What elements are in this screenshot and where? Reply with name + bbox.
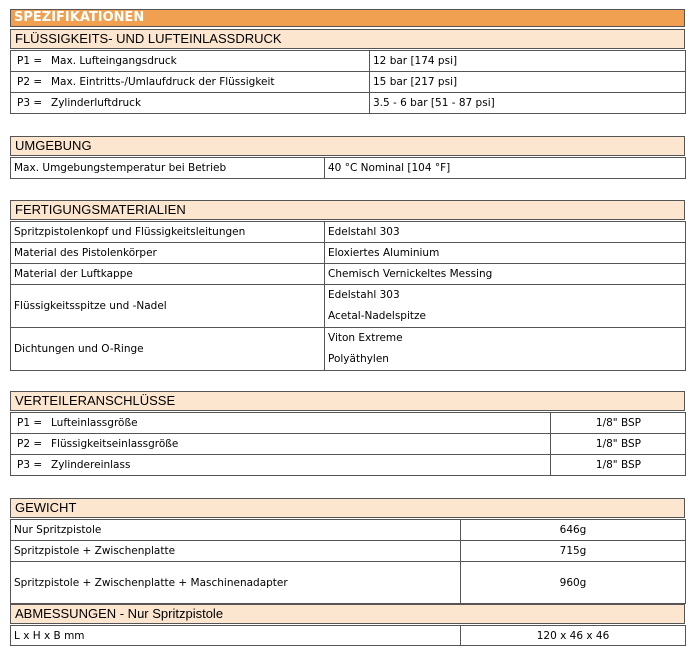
table-row xyxy=(11,626,686,646)
table-row xyxy=(11,541,686,562)
material-value: Eloxiertes Aluminium xyxy=(325,243,686,264)
pressure-label-cell xyxy=(11,51,370,72)
section-header-environment: UMGEBUNG xyxy=(10,136,685,156)
table-row xyxy=(11,328,686,371)
pressure-value: 3.5 - 6 bar [51 - 87 psi] xyxy=(370,93,686,114)
manifold-value: 1/8" BSP xyxy=(551,455,686,476)
material-label: Spritzpistolenkopf und Flüssigkeitsleitungen xyxy=(11,222,325,243)
materials-table xyxy=(10,221,686,371)
table-row xyxy=(11,93,686,114)
table-row xyxy=(11,243,686,264)
manifold-label: Lufteinlassgröße xyxy=(51,417,138,429)
material-label: Material des Pistolenkörper xyxy=(11,243,325,264)
pressure-value: 15 bar [217 psi] xyxy=(370,72,686,93)
weight-label: Nur Spritzpistole xyxy=(11,520,461,541)
manifold-value: 1/8" BSP xyxy=(551,413,686,434)
manifold-code: P3 = xyxy=(17,459,43,471)
pressure-label: Max. Eintritts-/Umlaufdruck der Flüssigkeit xyxy=(51,76,275,88)
manifold-label-cell xyxy=(11,434,551,455)
pressure-code: P2 = xyxy=(17,76,43,88)
weight-label: Spritzpistole + Zwischenplatte + Maschinenadapter xyxy=(11,562,461,604)
table-row xyxy=(11,455,686,476)
table-row xyxy=(11,51,686,72)
table-row xyxy=(11,222,686,243)
dimensions-table xyxy=(10,625,686,646)
section-header-fluid-pressure: FLÜSSIGKEITS- UND LUFTEINLASSDRUCK xyxy=(10,29,685,49)
material-value: Chemisch Vernickeltes Messing xyxy=(325,264,686,285)
material-value-cell xyxy=(325,285,686,328)
section-header-manifold: VERTEILERANSCHLÜSSE xyxy=(10,391,685,411)
manifold-label: Flüssigkeitseinlassgröße xyxy=(51,438,179,450)
table-row xyxy=(11,72,686,93)
dimensions-value: 120 x 46 x 46 xyxy=(461,626,686,646)
environment-label: Max. Umgebungstemperatur bei Betrieb xyxy=(11,158,325,179)
weight-table xyxy=(10,519,686,604)
page-title: SPEZIFIKATIONEN xyxy=(10,9,685,27)
pressure-code: P3 = xyxy=(17,97,43,109)
table-row xyxy=(11,158,686,179)
pressure-label-cell xyxy=(11,93,370,114)
environment-table xyxy=(10,157,686,179)
weight-value: 646g xyxy=(461,520,686,541)
material-label: Dichtungen und O-Ringe xyxy=(11,328,325,371)
material-value: Edelstahl 303 xyxy=(328,289,400,301)
weight-label: Spritzpistole + Zwischenplatte xyxy=(11,541,461,562)
manifold-label-cell xyxy=(11,413,551,434)
table-row xyxy=(11,562,686,604)
table-row xyxy=(11,264,686,285)
material-value-cell xyxy=(325,328,686,371)
material-value: Acetal-Nadelspitze xyxy=(328,310,426,322)
manifold-code: P2 = xyxy=(17,438,43,450)
section-header-dimensions: ABMESSUNGEN - Nur Spritzpistole xyxy=(10,604,685,624)
pressure-code: P1 = xyxy=(17,55,43,67)
pressure-label: Max. Lufteingangsdruck xyxy=(51,55,177,67)
table-row xyxy=(11,285,686,328)
dimensions-label: L x H x B mm xyxy=(11,626,461,646)
manifold-label-cell xyxy=(11,455,551,476)
table-row xyxy=(11,413,686,434)
table-row xyxy=(11,520,686,541)
weight-value: 715g xyxy=(461,541,686,562)
pressure-label-cell xyxy=(11,72,370,93)
environment-value: 40 °C Nominal [104 °F] xyxy=(325,158,686,179)
material-label: Material der Luftkappe xyxy=(11,264,325,285)
manifold-label: Zylindereinlass xyxy=(51,459,131,471)
manifold-code: P1 = xyxy=(17,417,43,429)
manifold-value: 1/8" BSP xyxy=(551,434,686,455)
pressure-label: Zylinderluftdruck xyxy=(51,97,142,109)
material-value: Viton Extreme xyxy=(328,332,403,344)
manifold-table xyxy=(10,412,686,476)
material-value: Polyäthylen xyxy=(328,353,389,365)
material-value: Edelstahl 303 xyxy=(325,222,686,243)
fluid-pressure-table xyxy=(10,50,686,114)
section-header-weight: GEWICHT xyxy=(10,498,685,518)
table-row xyxy=(11,434,686,455)
pressure-value: 12 bar [174 psi] xyxy=(370,51,686,72)
section-header-materials: FERTIGUNGSMATERIALIEN xyxy=(10,200,685,220)
material-label: Flüssigkeitsspitze und -Nadel xyxy=(11,285,325,328)
weight-value: 960g xyxy=(461,562,686,604)
